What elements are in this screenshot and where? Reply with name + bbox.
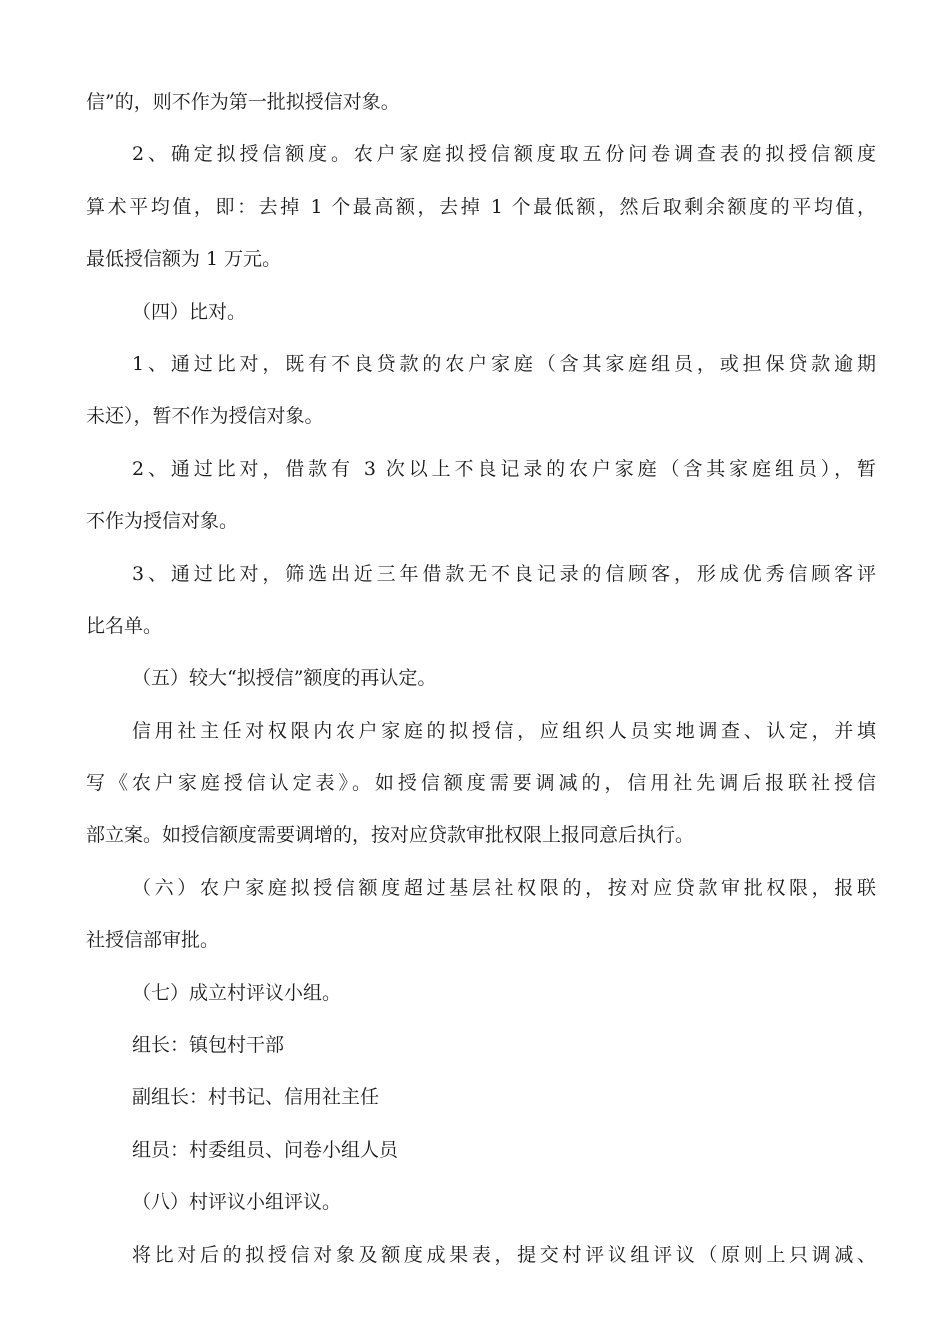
text-line: 副组长：村书记、信用社主任 bbox=[132, 1086, 380, 1109]
text-line: 2、通过比对，借款有 3 次以上不良记录的农户家庭（含其家庭组员），暂 bbox=[132, 457, 876, 480]
text-line: 信用社主任对权限内农户家庭的拟授信，应组织人员实地调查、认定，并填 bbox=[132, 719, 876, 742]
text-line: 组员：村委组员、问卷小组人员 bbox=[132, 1138, 399, 1161]
text-line: （四）比对。 bbox=[132, 300, 247, 323]
text-line: （五）较大“拟授信”额度的再认定。 bbox=[132, 667, 437, 690]
text-line: 将比对后的拟授信对象及额度成果表，提交村评议组评议（原则上只调减、 bbox=[132, 1243, 876, 1266]
text-line: 1、通过比对，既有不良贷款的农户家庭（含其家庭组员，或担保贷款逾期 bbox=[132, 352, 876, 375]
text-line: 部立案。如授信额度需要调增的，按对应贷款审批权限上报同意后执行。 bbox=[86, 824, 695, 847]
text-line: 未还），暂不作为授信对象。 bbox=[86, 405, 324, 428]
text-line: （八）村评议小组评议。 bbox=[132, 1191, 342, 1214]
text-line: （七）成立村评议小组。 bbox=[132, 981, 342, 1004]
text-line: 比名单。 bbox=[86, 614, 163, 637]
text-line: 算术平均值，即：去掉 1 个最高额，去掉 1 个最低额，然后取剩余额度的平均值， bbox=[86, 195, 876, 218]
text-line: （六）农户家庭拟授信额度超过基层社权限的，按对应贷款审批权限，报联 bbox=[132, 876, 876, 899]
text-line: 信”的，则不作为第一批拟授信对象。 bbox=[86, 91, 400, 113]
text-line: 最低授信额为 1 万元。 bbox=[86, 248, 282, 271]
text-line: 社授信部审批。 bbox=[86, 929, 220, 952]
text-line: 2、确定拟授信额度。农户家庭拟授信额度取五份问卷调查表的拟授信额度 bbox=[132, 143, 876, 166]
text-line: 不作为授信对象。 bbox=[86, 510, 239, 533]
document-body bbox=[86, 76, 876, 1281]
text-line: 组长：镇包村干部 bbox=[132, 1034, 285, 1057]
text-line: 3、通过比对，筛选出近三年借款无不良记录的信顾客，形成优秀信顾客评 bbox=[132, 562, 876, 585]
text-line: 写《农户家庭授信认定表》。如授信额度需要调减的，信用社先调后报联社授信 bbox=[86, 772, 876, 795]
